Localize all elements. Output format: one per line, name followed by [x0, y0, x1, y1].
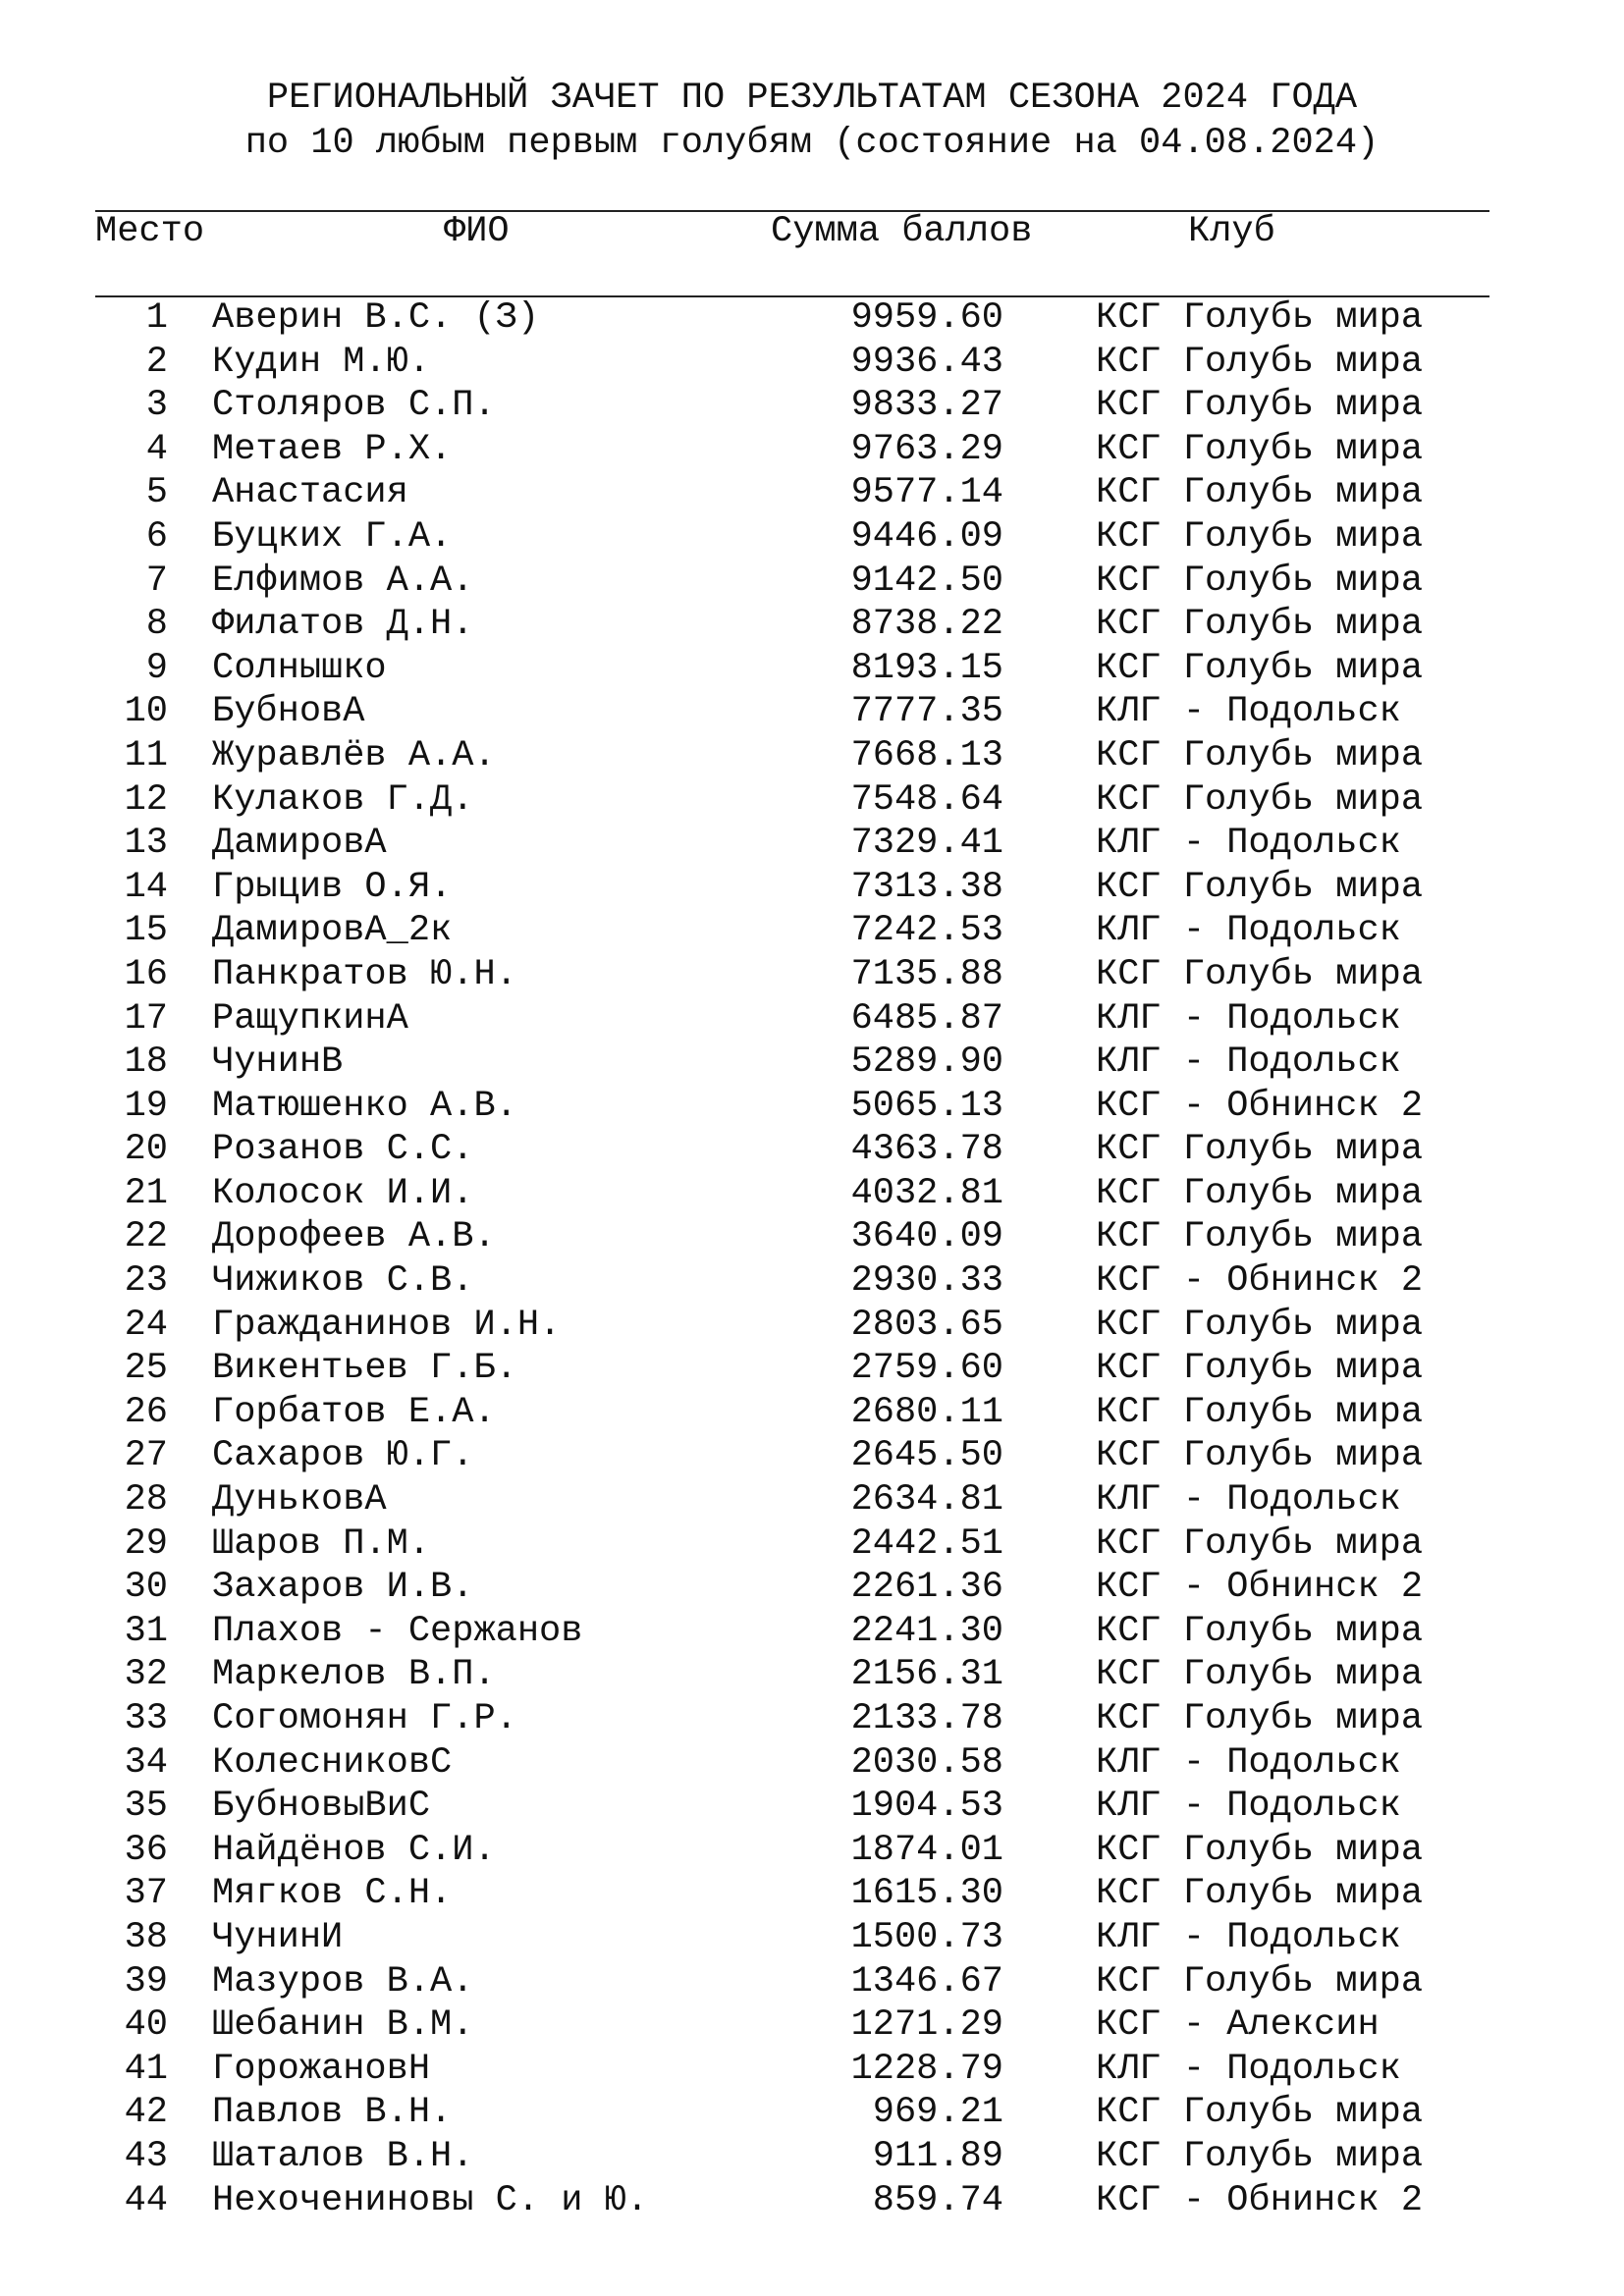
row-place: 42 [124, 2092, 168, 2134]
row-score: 6485.87 [850, 997, 1003, 1040]
table-row [0, 1347, 1624, 1391]
row-place: 2 [145, 341, 168, 383]
row-score: 1500.73 [850, 1916, 1003, 1958]
row-place: 41 [124, 2048, 168, 2090]
row-club: КСГ Голубь мира [1096, 297, 1424, 339]
row-name: Шаталов В.Н. [212, 2135, 474, 2177]
row-place: 34 [124, 1741, 168, 1784]
row-score: 2759.60 [850, 1348, 1003, 1390]
table-row [0, 647, 1624, 691]
row-name: Плахов - Сержанов [212, 1610, 583, 1652]
row-place: 7 [145, 560, 168, 602]
row-club: КСГ - Обнинск 2 [1096, 1567, 1424, 1609]
row-score: 7777.35 [850, 691, 1003, 733]
row-name: Матюшенко А.В. [212, 1085, 517, 1127]
row-name: Гражданинов И.Н. [212, 1304, 562, 1346]
row-name: Дорофеев А.В. [212, 1216, 496, 1258]
row-club: КЛГ - Подольск [1096, 1916, 1401, 1958]
document-title: РЕГИОНАЛЬНЫЙ ЗАЧЕТ ПО РЕЗУЛЬТАТАМ СЕЗОНА 2024 ГОДА [266, 78, 1358, 119]
row-club: КСГ - Алексин [1096, 2004, 1380, 2047]
row-score: 8193.15 [850, 647, 1003, 689]
row-name: Захаров И.В. [212, 1567, 474, 1609]
row-club: КСГ Голубь мира [1096, 734, 1424, 776]
row-club: КСГ Голубь мира [1096, 2135, 1424, 2177]
table-row [0, 1829, 1624, 1873]
row-club: КСГ Голубь мира [1096, 1348, 1424, 1390]
row-club: КСГ Голубь мира [1096, 1129, 1424, 1171]
table-row [0, 341, 1624, 385]
row-name: РащупкинА [212, 997, 408, 1040]
row-name: Найдёнов С.И. [212, 1829, 496, 1871]
row-place: 24 [124, 1304, 168, 1346]
row-name: Кулаков Г.Д. [212, 778, 474, 821]
row-score: 7548.64 [850, 778, 1003, 821]
table-row [0, 428, 1624, 472]
row-place: 33 [124, 1698, 168, 1739]
table-row [0, 822, 1624, 866]
table-row [0, 471, 1624, 515]
table-row [0, 1259, 1624, 1304]
row-name: Согомонян Г.Р. [212, 1698, 517, 1739]
row-score: 7329.41 [850, 823, 1003, 865]
row-name: БубновА [212, 691, 365, 733]
table-row [0, 2048, 1624, 2092]
table-row [0, 1434, 1624, 1478]
row-club: КСГ Голубь мира [1096, 2092, 1424, 2134]
row-score: 7313.38 [850, 866, 1003, 908]
table-row [0, 1478, 1624, 1522]
row-club: КСГ Голубь мира [1096, 515, 1424, 558]
row-club: КСГ Голубь мира [1096, 1873, 1424, 1915]
table-row [0, 560, 1624, 604]
row-score: 9577.14 [850, 472, 1003, 514]
row-place: 11 [124, 734, 168, 776]
row-club: КСГ Голубь мира [1096, 1172, 1424, 1214]
row-club: КСГ Голубь мира [1096, 647, 1424, 689]
row-name: ДуньковА [212, 1479, 387, 1522]
row-name: Мазуров В.А. [212, 1960, 474, 2002]
row-club: КСГ Голубь мира [1096, 778, 1424, 821]
row-score: 2156.31 [850, 1654, 1003, 1696]
table-row [0, 384, 1624, 428]
row-place: 28 [124, 1479, 168, 1522]
row-name: Панкратов Ю.Н. [212, 953, 517, 995]
row-place: 44 [124, 2179, 168, 2221]
row-club: КСГ Голубь мира [1096, 1435, 1424, 1477]
row-name: ГорожановН [212, 2048, 431, 2090]
row-place: 3 [145, 385, 168, 427]
row-name: Журавлёв А.А. [212, 734, 496, 776]
row-club: КЛГ - Подольск [1096, 997, 1401, 1040]
row-place: 13 [124, 823, 168, 865]
row-score: 5065.13 [850, 1085, 1003, 1127]
row-score: 969.21 [872, 2092, 1003, 2134]
table-row [0, 734, 1624, 778]
row-place: 23 [124, 1260, 168, 1303]
table-row [0, 953, 1624, 997]
row-score: 3640.09 [850, 1216, 1003, 1258]
row-name: Павлов В.Н. [212, 2092, 453, 2134]
row-score: 9142.50 [850, 560, 1003, 602]
row-place: 30 [124, 1567, 168, 1609]
row-club: КСГ Голубь мира [1096, 472, 1424, 514]
row-place: 31 [124, 1610, 168, 1652]
row-name: Кудин М.Ю. [212, 341, 431, 383]
row-name: Метаев Р.Х. [212, 428, 453, 470]
row-club: КСГ Голубь мира [1096, 560, 1424, 602]
row-place: 16 [124, 953, 168, 995]
row-score: 9446.09 [850, 515, 1003, 558]
row-place: 38 [124, 1916, 168, 1958]
row-place: 10 [124, 691, 168, 733]
row-club: КЛГ - Подольск [1096, 1479, 1401, 1522]
row-score: 4032.81 [850, 1172, 1003, 1214]
row-score: 9936.43 [850, 341, 1003, 383]
table-row [0, 2003, 1624, 2048]
table-row [0, 1522, 1624, 1567]
row-score: 2930.33 [850, 1260, 1003, 1303]
row-club: КСГ Голубь мира [1096, 953, 1424, 995]
row-place: 29 [124, 1522, 168, 1565]
row-score: 1271.29 [850, 2004, 1003, 2047]
row-place: 17 [124, 997, 168, 1040]
table-row [0, 997, 1624, 1041]
row-score: 2645.50 [850, 1435, 1003, 1477]
row-place: 9 [145, 647, 168, 689]
row-place: 22 [124, 1216, 168, 1258]
row-name: Филатов Д.Н. [212, 604, 474, 646]
row-club: КСГ Голубь мира [1096, 1610, 1424, 1652]
row-name: Нехочениновы С. и Ю. [212, 2179, 649, 2221]
row-score: 911.89 [872, 2135, 1003, 2177]
row-name: ЧунинВ [212, 1041, 344, 1084]
row-club: КСГ Голубь мира [1096, 1522, 1424, 1565]
row-score: 7668.13 [850, 734, 1003, 776]
table-row [0, 515, 1624, 560]
row-club: КСГ Голубь мира [1096, 1698, 1424, 1739]
row-score: 9833.27 [850, 385, 1003, 427]
row-club: КСГ Голубь мира [1096, 385, 1424, 427]
row-score: 1228.79 [850, 2048, 1003, 2090]
row-score: 7242.53 [850, 910, 1003, 952]
row-club: КСГ Голубь мира [1096, 1304, 1424, 1346]
table-row [0, 1215, 1624, 1259]
table-row [0, 1916, 1624, 1960]
table-row [0, 1741, 1624, 1786]
row-club: КСГ - Обнинск 2 [1096, 1085, 1424, 1127]
row-name: Грыцив О.Я. [212, 866, 453, 908]
row-name: Шаров П.М. [212, 1522, 431, 1565]
row-club: КЛГ - Подольск [1096, 910, 1401, 952]
row-club: КСГ - Обнинск 2 [1096, 1260, 1424, 1303]
row-place: 40 [124, 2004, 168, 2047]
row-score: 2442.51 [850, 1522, 1003, 1565]
table-row [0, 1391, 1624, 1435]
row-club: КЛГ - Подольск [1096, 1786, 1401, 1828]
row-place: 18 [124, 1041, 168, 1084]
row-place: 12 [124, 778, 168, 821]
row-name: Елфимов А.А. [212, 560, 474, 602]
row-score: 2133.78 [850, 1698, 1003, 1739]
row-score: 9763.29 [850, 428, 1003, 470]
row-place: 36 [124, 1829, 168, 1871]
row-score: 7135.88 [850, 953, 1003, 995]
row-score: 9959.60 [850, 297, 1003, 339]
row-name: Аверин В.С. (З) [212, 297, 540, 339]
row-name: ДамировА_2к [212, 910, 453, 952]
row-club: КСГ Голубь мира [1096, 1216, 1424, 1258]
row-club: КЛГ - Подольск [1096, 2048, 1401, 2090]
row-place: 35 [124, 1786, 168, 1828]
row-place: 26 [124, 1391, 168, 1433]
column-header-club: Клуб [1188, 211, 1275, 252]
row-place: 4 [145, 428, 168, 470]
row-club: КЛГ - Подольск [1096, 1041, 1401, 1084]
row-score: 1904.53 [850, 1786, 1003, 1828]
table-row [0, 2091, 1624, 2135]
row-name: Чижиков С.В. [212, 1260, 474, 1303]
column-header-name: ФИО [444, 211, 510, 252]
document-subtitle: по 10 любым первым голубям (состояние на 04.08.2024) [244, 123, 1380, 164]
table-row [0, 603, 1624, 647]
row-name: Викентьев Г.Б. [212, 1348, 517, 1390]
row-club: КСГ Голубь мира [1096, 604, 1424, 646]
row-place: 43 [124, 2135, 168, 2177]
row-score: 1346.67 [850, 1960, 1003, 2002]
row-place: 32 [124, 1654, 168, 1696]
row-name: Колосок И.И. [212, 1172, 474, 1214]
row-name: Мягков С.Н. [212, 1873, 453, 1915]
row-score: 8738.22 [850, 604, 1003, 646]
table-row [0, 1085, 1624, 1129]
row-club: КСГ Голубь мира [1096, 866, 1424, 908]
row-name: КолесниковС [212, 1741, 453, 1784]
column-header-place: Место [95, 211, 205, 252]
row-place: 6 [145, 515, 168, 558]
results-table-body [0, 296, 1624, 2222]
row-club: КСГ Голубь мира [1096, 341, 1424, 383]
table-row [0, 1172, 1624, 1216]
table-row [0, 1872, 1624, 1916]
table-row [0, 1653, 1624, 1697]
row-score: 2634.81 [850, 1479, 1003, 1522]
row-place: 5 [145, 472, 168, 514]
row-place: 14 [124, 866, 168, 908]
table-row [0, 2135, 1624, 2179]
row-club: КСГ Голубь мира [1096, 1391, 1424, 1433]
table-row [0, 1697, 1624, 1741]
row-club: КСГ Голубь мира [1096, 428, 1424, 470]
table-row [0, 296, 1624, 341]
row-name: БубновыВиС [212, 1786, 431, 1828]
table-row [0, 1960, 1624, 2004]
row-name: Солнышко [212, 647, 387, 689]
table-row [0, 909, 1624, 953]
table-row [0, 2179, 1624, 2223]
table-row [0, 1610, 1624, 1654]
row-place: 37 [124, 1873, 168, 1915]
row-score: 2241.30 [850, 1610, 1003, 1652]
row-name: Анастасия [212, 472, 408, 514]
row-club: КЛГ - Подольск [1096, 691, 1401, 733]
table-row [0, 690, 1624, 734]
row-club: КЛГ - Подольск [1096, 823, 1401, 865]
row-score: 5289.90 [850, 1041, 1003, 1084]
row-club: КЛГ - Подольск [1096, 1741, 1401, 1784]
row-name: ДамировА [212, 823, 387, 865]
row-place: 8 [145, 604, 168, 646]
row-name: Буцких Г.А. [212, 515, 453, 558]
row-name: Столяров С.П. [212, 385, 496, 427]
table-row [0, 1304, 1624, 1348]
row-place: 21 [124, 1172, 168, 1214]
row-name: Розанов С.С. [212, 1129, 474, 1171]
row-name: Сахаров Ю.Г. [212, 1435, 474, 1477]
row-score: 2680.11 [850, 1391, 1003, 1433]
row-score: 859.74 [872, 2179, 1003, 2221]
row-name: Горбатов Е.А. [212, 1391, 496, 1433]
row-club: КСГ - Обнинск 2 [1096, 2179, 1424, 2221]
row-name: Шебанин В.М. [212, 2004, 474, 2047]
row-score: 2803.65 [850, 1304, 1003, 1346]
column-header-score: Сумма баллов [771, 211, 1033, 252]
table-row [0, 866, 1624, 910]
row-name: Маркелов В.П. [212, 1654, 496, 1696]
row-place: 27 [124, 1435, 168, 1477]
row-score: 1874.01 [850, 1829, 1003, 1871]
row-score: 1615.30 [850, 1873, 1003, 1915]
row-score: 2030.58 [850, 1741, 1003, 1784]
table-row [0, 1785, 1624, 1829]
table-row [0, 1041, 1624, 1085]
row-place: 25 [124, 1348, 168, 1390]
row-club: КСГ Голубь мира [1096, 1654, 1424, 1696]
row-place: 15 [124, 910, 168, 952]
row-place: 19 [124, 1085, 168, 1127]
row-place: 1 [145, 297, 168, 339]
row-place: 39 [124, 1960, 168, 2002]
row-club: КСГ Голубь мира [1096, 1829, 1424, 1871]
table-row [0, 778, 1624, 823]
row-score: 2261.36 [850, 1567, 1003, 1609]
row-name: ЧунинИ [212, 1916, 344, 1958]
row-score: 4363.78 [850, 1129, 1003, 1171]
table-row [0, 1566, 1624, 1610]
row-place: 20 [124, 1129, 168, 1171]
table-row [0, 1128, 1624, 1172]
row-club: КСГ Голубь мира [1096, 1960, 1424, 2002]
